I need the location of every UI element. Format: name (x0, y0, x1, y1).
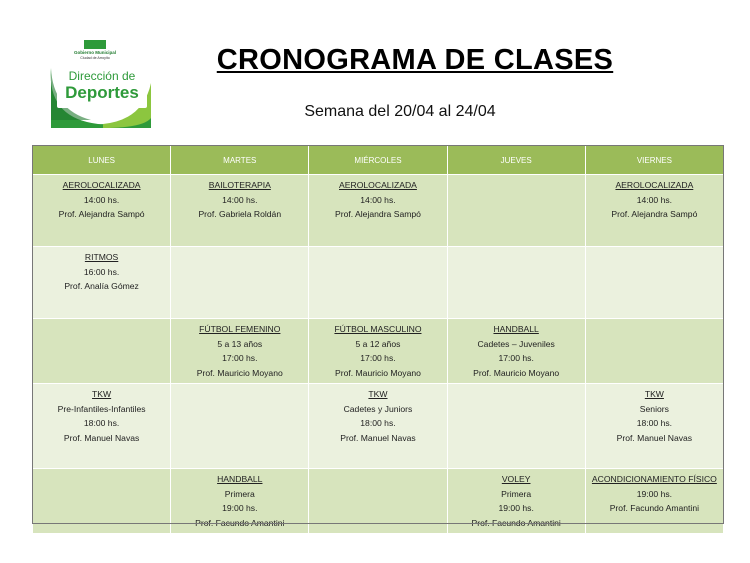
day-header: VIERNES (585, 146, 723, 175)
schedule-cell (309, 247, 447, 319)
day-header: MARTES (171, 146, 309, 175)
activity-name: AEROLOCALIZADA (339, 180, 417, 190)
activity-detail: 14:00 hs. (636, 194, 673, 205)
table-row (33, 384, 724, 469)
schedule-cell (171, 175, 309, 247)
week-subtitle: Semana del 20/04 al 24/04 (304, 103, 496, 120)
activity-detail: 16:00 hs. (83, 266, 120, 277)
schedule-cell (447, 384, 585, 469)
activity-detail: Seniors (639, 403, 669, 414)
activity-detail: Prof. Facundo Amantini (609, 503, 700, 513)
activity-detail: 17:00 hs. (360, 353, 396, 363)
activity-detail: Prof. Manuel Navas (616, 432, 693, 443)
activity-detail: 19:00 hs. (222, 503, 258, 513)
activity-detail: 14:00 hs. (222, 194, 258, 205)
activity-detail: Cadetes y Juniors (343, 403, 413, 414)
schedule-cell (33, 247, 171, 319)
schedule-cell (309, 384, 447, 469)
activity-detail: Prof. Mauricio Moyano (196, 367, 283, 378)
header-row (33, 146, 724, 175)
schedule-cell (447, 175, 585, 247)
table-row (33, 319, 724, 384)
activity-detail: 17:00 hs. (498, 353, 534, 363)
deportes-logo (43, 38, 153, 128)
activity-detail: 14:00 hs. (360, 194, 396, 205)
schedule-cell (447, 247, 585, 319)
table-row (33, 247, 724, 319)
schedule-cell (171, 469, 309, 534)
schedule-cell (309, 469, 447, 534)
activity-name: RITMOS (84, 252, 119, 262)
activity-detail: 5 a 12 años (355, 338, 401, 349)
day-header: JUEVES (447, 146, 585, 175)
schedule-cell (171, 384, 309, 469)
schedule-cell (585, 247, 723, 319)
schedule-cell (171, 247, 309, 319)
schedule-cell (309, 319, 447, 384)
logo-line2: Deportes (65, 83, 139, 102)
activity-detail: Primera (501, 488, 532, 499)
activity-name: AEROLOCALIZADA (62, 180, 141, 190)
activity-name: TKW (644, 389, 664, 399)
activity-detail: Prof. Alejandra Sampó (334, 209, 421, 219)
schedule-cell (171, 319, 309, 384)
activity-name: TKW (368, 389, 388, 399)
activity-name: ACONDICIONAMIENTO FÍSICO (591, 474, 717, 484)
activity-detail: 14:00 hs. (83, 194, 120, 205)
activity-detail: 17:00 hs. (222, 353, 258, 363)
activity-name: FÚTBOL FEMENINO (199, 324, 281, 334)
schedule-cell (585, 469, 723, 534)
logo-line1: Dirección de (68, 69, 136, 83)
activity-detail: Prof. Mauricio Moyano (334, 367, 421, 378)
activity-detail: Pre-Infantiles-Infantiles (57, 403, 146, 414)
day-header: LUNES (33, 146, 171, 175)
activity-detail: Prof. Alejandra Sampó (58, 209, 145, 219)
activity-detail: Prof. Mauricio Moyano (473, 367, 560, 378)
schedule-cell (447, 469, 585, 534)
table-row (33, 469, 724, 534)
schedule-cell (585, 319, 723, 384)
activity-detail: Prof. Manuel Navas (63, 432, 140, 443)
schedule-cell (447, 319, 585, 384)
activity-detail: Primera (224, 488, 255, 499)
activity-detail: 19:00 hs. (636, 488, 673, 499)
activity-detail: Prof. Manuel Navas (340, 432, 416, 443)
schedule-cell (33, 469, 171, 534)
activity-name: BAILOTERAPIA (208, 180, 271, 190)
activity-name: VOLEY (501, 474, 531, 484)
activity-name: AEROLOCALIZADA (615, 180, 694, 190)
logo-top-text: Gobierno Municipal (73, 50, 117, 55)
day-header: MIÉRCOLES (309, 146, 447, 175)
table-row (33, 175, 724, 247)
schedule-cell (585, 175, 723, 247)
page-title: CRONOGRAMA DE CLASES (216, 44, 614, 76)
activity-detail: 18:00 hs. (83, 418, 120, 428)
activity-detail: 19:00 hs. (498, 503, 534, 513)
schedule-cell (33, 175, 171, 247)
activity-name: HANDBALL (493, 324, 539, 334)
activity-detail: Prof. Alejandra Sampó (611, 209, 698, 219)
activity-name: TKW (92, 389, 112, 399)
schedule-cell (309, 175, 447, 247)
activity-detail: Cadetes – Juveniles (477, 338, 555, 349)
activity-name: HANDBALL (217, 474, 263, 484)
activity-name: FÚTBOL MASCULINO (334, 324, 422, 334)
schedule-cell (33, 319, 171, 384)
activity-detail: Prof. Facundo Amantini (471, 517, 561, 528)
activity-detail: Prof. Facundo Amantini (195, 517, 285, 528)
activity-detail: Prof. Analía Gómez (64, 281, 139, 291)
schedule-table (32, 145, 724, 534)
activity-detail: 5 a 13 años (217, 338, 263, 349)
activity-detail: 18:00 hs. (636, 418, 673, 428)
activity-detail: Prof. Gabriela Roldán (198, 209, 282, 219)
activity-detail: 18:00 hs. (360, 418, 396, 428)
schedule-cell (585, 384, 723, 469)
schedule-cell (33, 384, 171, 469)
logo-crest-icon (84, 40, 106, 49)
logo-top-sub: Ciudad de Arroyito (80, 56, 110, 60)
